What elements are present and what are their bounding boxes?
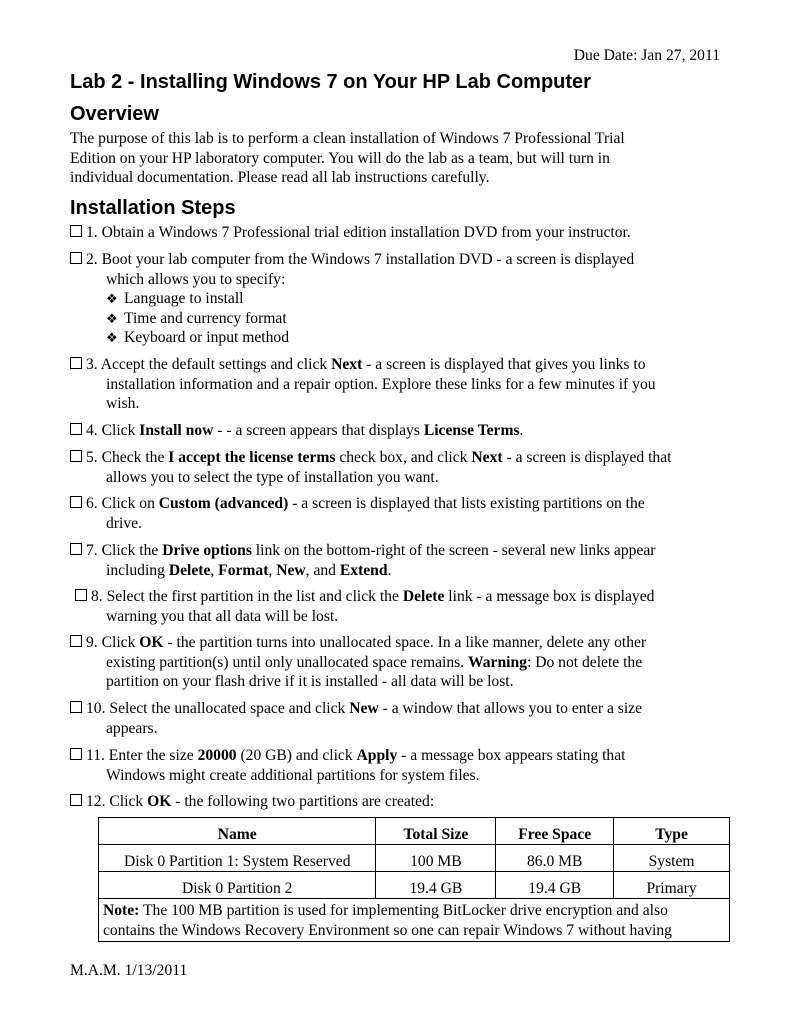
step-text: 10. Select the unallocated space and click <box>86 700 350 717</box>
step-keyword: Drive options <box>162 542 252 559</box>
checkbox-icon[interactable] <box>70 543 82 555</box>
step-text: 1. Obtain a Windows 7 Professional trial edition installation DVD from your instructor. <box>86 224 631 241</box>
step-text: 8. Select the first partition in the list and click the <box>91 588 403 605</box>
footer-text: M.A.M. 1/13/2011 <box>70 962 188 979</box>
checkbox-icon[interactable] <box>70 450 82 462</box>
step-5 <box>70 448 730 487</box>
note-text: contains the Windows Recovery Environment so one can repair Windows 7 without having <box>103 922 672 939</box>
step-text: 12. Click <box>86 793 148 810</box>
step-text: 6. Click on <box>86 495 159 512</box>
diamond-bullet-icon: ❖ <box>106 330 118 345</box>
overview-paragraph <box>70 129 730 188</box>
step-text: - a screen is displayed that gives you links to <box>362 356 646 373</box>
list-item-label: Keyboard or input method <box>124 329 289 346</box>
checkbox-icon[interactable] <box>70 357 82 369</box>
table-note-row <box>99 899 730 942</box>
table-note <box>99 899 730 942</box>
step-text-continued: Windows might create additional partitions for system files. <box>106 766 480 784</box>
step-12 <box>70 792 730 812</box>
step-keyword: Custom (advanced) <box>158 495 289 512</box>
step-6 <box>70 494 730 533</box>
step-text: , <box>268 561 277 579</box>
table-cell: 19.4 GB <box>376 872 496 899</box>
step-2 <box>70 250 730 289</box>
step-text: 2. Boot your lab computer from the Windows 7 installation DVD - a screen is displayed <box>86 251 635 268</box>
checkbox-icon[interactable] <box>75 589 87 601</box>
table-header-row <box>99 818 730 845</box>
step-keyword: 20000 <box>197 747 237 764</box>
step-10 <box>70 699 730 738</box>
checkbox-icon[interactable] <box>70 423 82 435</box>
partitions-table <box>98 817 730 942</box>
note-label: Note: <box>103 902 140 919</box>
diamond-bullet-icon: ❖ <box>106 291 118 306</box>
step-text: existing partition(s) until only unallocated space remains. <box>106 653 469 671</box>
checkbox-icon[interactable] <box>70 225 82 237</box>
step-7 <box>70 541 730 580</box>
table-row <box>99 845 730 872</box>
checkbox-icon[interactable] <box>70 794 82 806</box>
step-9 <box>70 633 730 692</box>
step-text: link - a message box is displayed <box>444 588 655 605</box>
list-item <box>106 289 289 309</box>
step-keyword: Extend <box>339 561 388 579</box>
step-3 <box>70 355 730 414</box>
step-keyword: New <box>276 561 306 579</box>
step-text-continued: installation information and a repair option. Explore these links for a few minutes if you <box>106 375 656 393</box>
table-cell: Disk 0 Partition 2 <box>99 872 376 899</box>
step-text: . <box>387 561 392 579</box>
step-text: 7. Click the <box>86 542 163 559</box>
step-keyword: I accept the license terms <box>168 449 336 466</box>
step-text: - the following two partitions are created: <box>171 793 435 810</box>
step-text-continued <box>70 561 730 581</box>
table-cell: 86.0 MB <box>496 845 614 872</box>
step-text-continued: wish. <box>106 395 140 412</box>
list-item <box>106 328 289 348</box>
list-item-label: Time and currency format <box>124 309 287 327</box>
step-keyword: Delete <box>168 561 211 579</box>
step-text: (20 GB) and click <box>236 747 357 764</box>
step-keyword: New <box>349 700 379 717</box>
step-text-continued: drive. <box>106 514 142 532</box>
step-keyword: Format <box>218 561 269 579</box>
step-text: including <box>106 561 169 579</box>
step-keyword: Delete <box>402 588 445 605</box>
step-text: 9. Click <box>86 634 140 651</box>
step-text-continued <box>70 653 730 673</box>
checkbox-icon[interactable] <box>70 496 82 508</box>
table-cell: Primary <box>614 872 730 899</box>
step-text: , <box>210 561 219 579</box>
step-text: 3. Accept the default settings and click <box>86 356 332 373</box>
column-header: Free Space <box>496 818 614 845</box>
step-8 <box>75 587 735 626</box>
overview-line: individual documentation. Please read all lab instructions carefully. <box>70 169 490 186</box>
table-cell: 100 MB <box>376 845 496 872</box>
diamond-bullet-icon: ❖ <box>106 310 118 326</box>
installation-heading: Installation Steps <box>70 197 236 219</box>
list-item <box>106 309 289 329</box>
overview-line: Edition on your HP laboratory computer. You will do the lab as a team, but will turn in <box>70 149 610 167</box>
checkbox-icon[interactable] <box>70 252 82 264</box>
step-text: : Do not delete the <box>526 653 643 671</box>
step-text-continued: allows you to select the type of installation you want. <box>106 468 439 486</box>
column-header: Name <box>99 818 376 845</box>
step-text: - a screen is displayed that lists existing partitions on the <box>288 495 645 512</box>
step-text: - the partition turns into unallocated space. In a like manner, delete any other <box>163 634 647 651</box>
step-keyword: Install now <box>139 422 214 439</box>
checkbox-icon[interactable] <box>70 748 82 760</box>
step-text: . <box>519 422 524 439</box>
list-item-label: Language to install <box>124 290 244 307</box>
checkbox-icon[interactable] <box>70 635 82 647</box>
step-text-continued: warning you that all data will be lost. <box>106 607 339 625</box>
table-row <box>99 872 730 899</box>
page-title: Lab 2 - Installing Windows 7 on Your HP Lab Computer <box>70 71 591 93</box>
step-text: link on the bottom-right of the screen - several new links appear <box>251 542 656 559</box>
step-keyword: License Terms <box>423 422 520 439</box>
overview-heading: Overview <box>70 103 159 125</box>
table-cell: Disk 0 Partition 1: System Reserved <box>99 845 376 872</box>
step-11 <box>70 746 730 785</box>
due-date: Due Date: Jan 27, 2011 <box>573 47 720 64</box>
step-keyword: OK <box>147 793 172 810</box>
step-2-options-list <box>106 289 289 348</box>
step-text: 5. Check the <box>86 449 169 466</box>
step-text: check box, and click <box>335 449 472 466</box>
step-text-continued: appears. <box>106 719 158 737</box>
checkbox-icon[interactable] <box>70 701 82 713</box>
step-text: - - a screen appears that displays <box>213 422 424 439</box>
step-keyword: Apply <box>356 747 398 764</box>
step-1 <box>70 223 730 243</box>
step-keyword: Next <box>331 356 363 373</box>
step-text: 4. Click <box>86 422 140 439</box>
step-text: - a screen is displayed that <box>502 449 672 466</box>
step-text-continued: which allows you to specify: <box>106 270 286 288</box>
step-keyword: Warning <box>468 653 527 671</box>
step-text: 11. Enter the size <box>86 747 198 764</box>
table-cell: 19.4 GB <box>496 872 614 899</box>
column-header: Total Size <box>376 818 496 845</box>
step-keyword: Next <box>471 449 503 466</box>
step-text: - a message box appears stating that <box>397 747 626 764</box>
step-text: , and <box>305 561 340 579</box>
step-text: - a window that allows you to enter a size <box>378 700 643 717</box>
step-text-continued: partition on your flash drive if it is installed - all data will be lost. <box>106 673 514 690</box>
step-4 <box>70 421 730 441</box>
column-header: Type <box>614 818 730 845</box>
overview-line: The purpose of this lab is to perform a clean installation of Windows 7 Professional Trial <box>70 130 625 147</box>
note-text: The 100 MB partition is used for implementing BitLocker drive encryption and also <box>139 902 668 919</box>
table-cell: System <box>614 845 730 872</box>
step-keyword: OK <box>139 634 164 651</box>
